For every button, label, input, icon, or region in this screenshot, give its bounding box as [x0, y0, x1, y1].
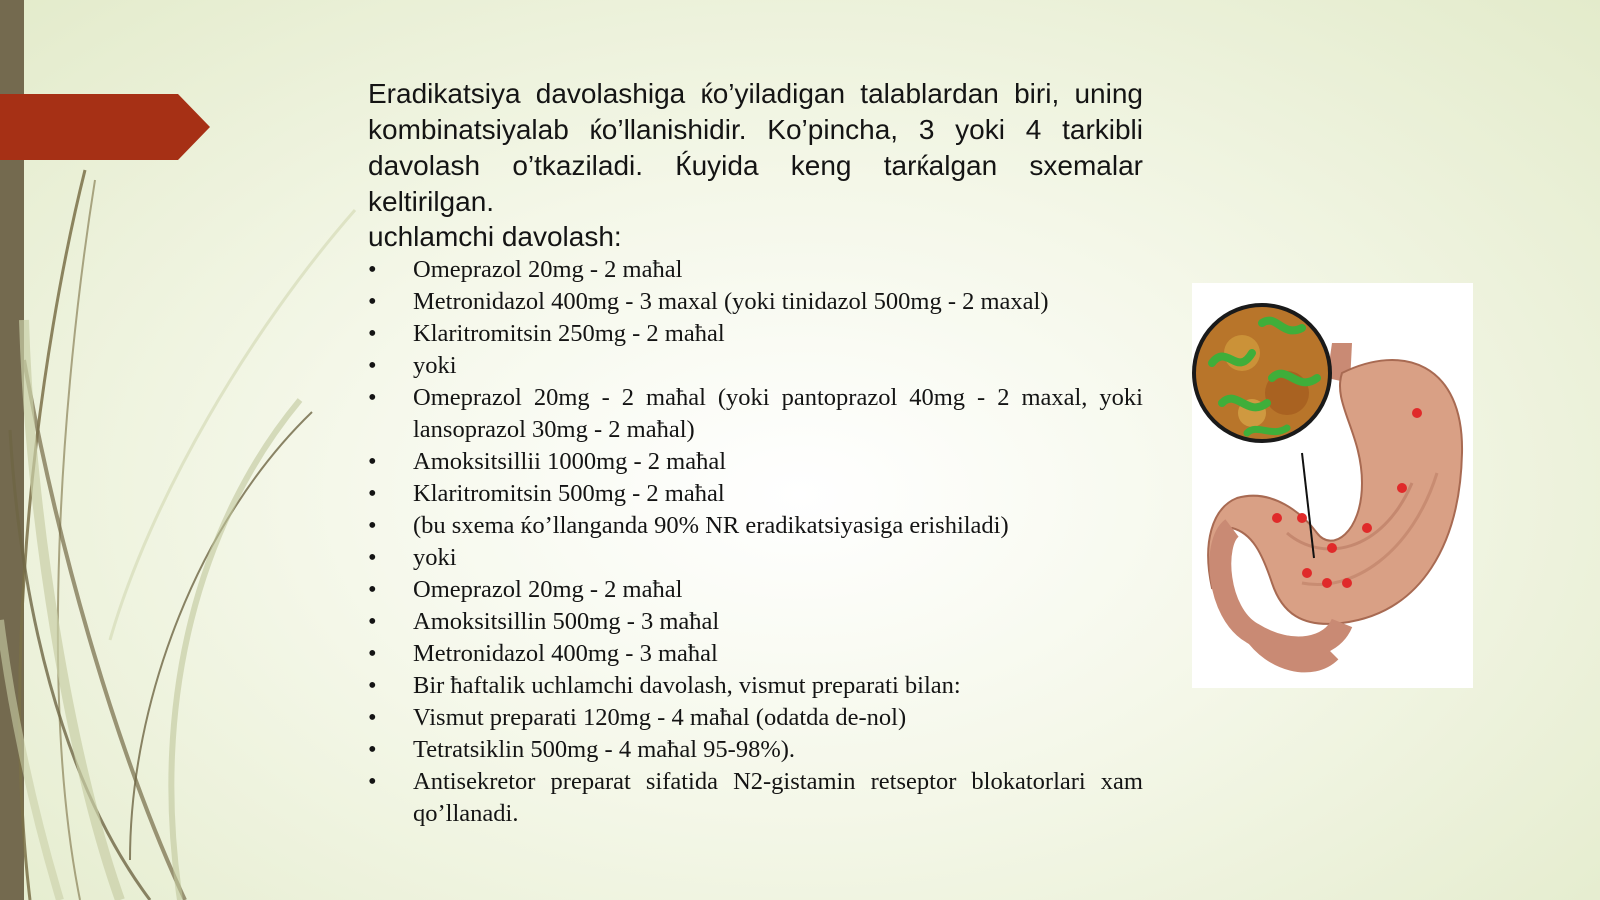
bullet-glyph: • — [368, 736, 377, 763]
bullet-glyph: • — [368, 704, 377, 731]
list-item-text: Klaritromitsin 250mg - 2 maħal — [413, 320, 725, 347]
list-item — [368, 350, 1143, 382]
list-item-text: Amoksitsillin 500mg - 3 maħal — [413, 608, 720, 635]
list-item-text: Amoksitsillii 1000mg - 2 maħal — [413, 448, 727, 475]
section-subheading: uchlamchi davolash: — [368, 221, 622, 252]
treatment-list — [368, 254, 1143, 830]
list-item — [368, 254, 1143, 286]
bullet-glyph: • — [368, 608, 377, 635]
bullet-glyph: • — [368, 384, 377, 411]
title-arrow-banner — [0, 94, 210, 160]
list-item — [368, 542, 1143, 574]
bullet-glyph: • — [368, 672, 377, 699]
list-item — [368, 318, 1143, 350]
bullet-glyph: • — [368, 640, 377, 667]
bullet-glyph: • — [368, 512, 377, 539]
list-item-text: yoki — [413, 352, 457, 379]
list-item — [368, 702, 1143, 734]
list-item — [368, 638, 1143, 670]
list-item-text: Omeprazol 20mg - 2 maħal — [413, 256, 683, 283]
list-item — [368, 670, 1143, 702]
list-item — [368, 382, 1143, 446]
bullet-glyph: • — [368, 448, 377, 475]
list-item — [368, 574, 1143, 606]
list-item-text: Vismut preparati 120mg - 4 maħal (odatda de-nol) — [413, 704, 907, 731]
list-item-text: Omeprazol 20mg - 2 maħal (yoki pantoprazol 40mg - 2 maxal, yoki lansoprazol 30mg - 2 maħal) — [413, 384, 1143, 443]
list-item-text: yoki — [413, 544, 457, 571]
list-item — [368, 734, 1143, 766]
list-item — [368, 286, 1143, 318]
list-item — [368, 606, 1143, 638]
stomach-helicobacter-icon — [1192, 283, 1473, 688]
list-item — [368, 478, 1143, 510]
bullet-glyph: • — [368, 544, 377, 571]
stomach-illustration — [1192, 283, 1473, 688]
list-item-text: Klaritromitsin 500mg - 2 maħal — [413, 480, 725, 507]
list-item-text: (bu sxema ќo’llanganda 90% NR eradikatsiyasiga erishiladi) — [413, 512, 1009, 539]
bullet-glyph: • — [368, 480, 377, 507]
bullet-glyph: • — [368, 768, 377, 795]
list-item-text: Antisekretor preparat sifatida N2-gistamin retseptor blokatorlari xam qo’llanadi. — [413, 768, 1143, 827]
list-item — [368, 510, 1143, 542]
bullet-glyph: • — [368, 288, 377, 315]
list-item — [368, 446, 1143, 478]
bullet-glyph: • — [368, 320, 377, 347]
list-item-text: Tetratsiklin 500mg - 4 maħal 95-98%). — [413, 736, 796, 763]
bullet-glyph: • — [368, 576, 377, 603]
slide-content — [368, 76, 1143, 830]
bullet-glyph: • — [368, 352, 377, 379]
list-item — [368, 766, 1143, 830]
list-item-text: Metronidazol 400mg - 3 maħal — [413, 640, 718, 667]
list-item-text: Bir ħaftalik uchlamchi davolash, vismut preparati bilan: — [413, 672, 961, 699]
list-item-text: Omeprazol 20mg - 2 maħal — [413, 576, 683, 603]
bullet-glyph: • — [368, 256, 377, 283]
list-item-text: Metronidazol 400mg - 3 maxal (yoki tinidazol 500mg - 2 maxal) — [413, 288, 1049, 315]
intro-paragraph: Eradikatsiya davolashiga ќo’yiladigan talablardan biri, uning kombinatsiyalab ќo’llanishidir. Ko’pincha, 3 yoki 4 tarkibli davolash o’tkaziladi. Ќuyida keng tarќalgan sxemalar keltirilgan. — [368, 78, 1143, 217]
